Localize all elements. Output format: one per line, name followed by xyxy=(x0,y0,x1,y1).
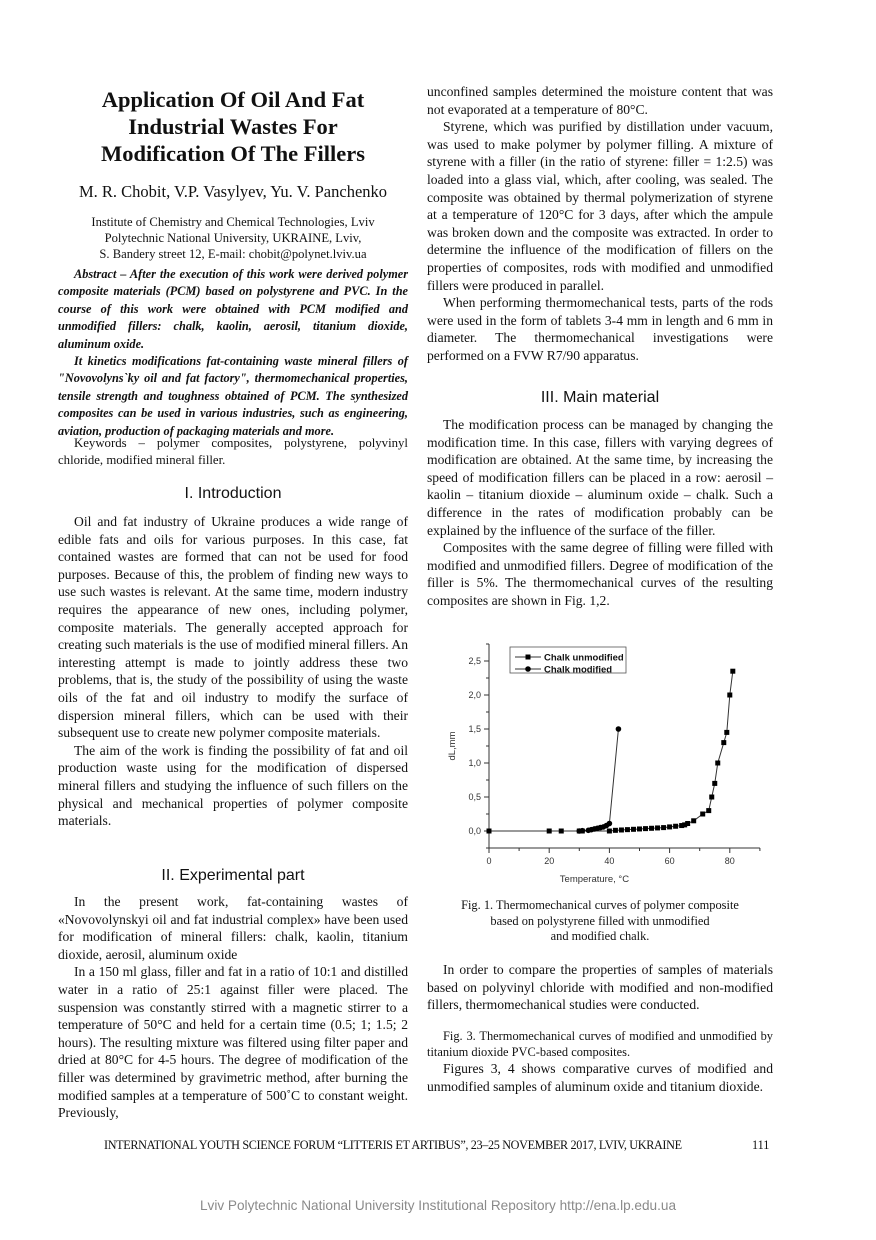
paragraph: Composites with the same degree of filling were filled with modified and unmodified fillers. Degree of modification of the filler is 5%. The thermomechanical curves of the resulting composites are shown in Fig. 1,2. xyxy=(427,540,773,608)
fig1-chart xyxy=(430,630,780,890)
svg-text:60: 60 xyxy=(664,856,675,866)
title-line: Application Of Oil And Fat xyxy=(101,87,365,112)
svg-text:Chalk unmodified: Chalk unmodified xyxy=(544,652,624,664)
affiliation-line: S. Bandery street 12, E-mail: chobit@polynet.lviv.ua xyxy=(99,247,367,261)
after-figure-text xyxy=(427,961,773,1014)
svg-text:40: 40 xyxy=(604,856,615,866)
paper-title xyxy=(58,86,408,167)
svg-text:Temperature, °C: Temperature, °C xyxy=(559,874,630,885)
svg-text:0,0: 0,0 xyxy=(468,826,481,836)
svg-text:20: 20 xyxy=(544,856,555,866)
caption-line: and modified chalk. xyxy=(550,929,650,944)
paragraph: In order to compare the properties of samples of materials based on polyvinyl chloride with modified and non-modified fillers, thermomechanical studies were conducted. xyxy=(427,962,773,1013)
authors: M. R. Chobit, V.P. Vasylyev, Yu. V. Panchenko xyxy=(78,182,388,201)
experimental-body xyxy=(58,893,408,1122)
keywords-text: Keywords – polymer composites, polystyrene, polyvinyl chloride, modified mineral filler. xyxy=(58,436,408,467)
section-heading-main-material: III. Main material xyxy=(540,389,660,406)
chart-series xyxy=(487,669,736,834)
main-material-body xyxy=(427,416,773,610)
chart-legend xyxy=(510,647,626,676)
introduction-body xyxy=(58,513,408,830)
experimental-body-continued xyxy=(427,83,773,365)
chart-axes xyxy=(447,644,760,885)
final-text xyxy=(427,1060,773,1095)
paragraph: Styrene, which was purified by distillation under vacuum, was used to make polymer by polymer filling. A mixture of styrene with a filler (in the ratio of styrene: filler = 1:2.5) was loaded into a glass vial, which, after cooling, was sealed. The composite was obtained by thermal polymerization of styrene at a temperature of 120°C for 3 days, after which the ampule was broken down and the composite was extracted. In order to determine the influence of the modification of fillers on the properties of composites, rods with modified and unmodified fillers were produced in parallel. xyxy=(427,119,773,293)
paragraph: Figures 3, 4 shows comparative curves of modified and unmodified samples of aluminum oxide and titanium dioxide. xyxy=(427,1061,773,1094)
paragraph: In a 150 ml glass, filler and fat in a ratio of 10:1 and distilled water in a ratio of 25:1 against filler were placed. The suspension was constantly stirred with a magnetic stirrer to a temperature of 50°C and held for a certain time (0.5; 1; 1.5; 2 hours). The resulting mixture was filtered using filter paper and dried at 80°C for 4-5 hours. The degree of modification of the filler was determined by gravimetric method, after burning the modified samples at a temperature of 500˚C to constant weight. Previously, xyxy=(58,964,408,1121)
section-heading-introduction: I. Introduction xyxy=(184,485,282,502)
abstract xyxy=(58,266,408,440)
affiliation-line: Polytechnic National University, UKRAINE, Lviv, xyxy=(104,231,362,245)
caption-line: based on polystyrene filled with unmodified xyxy=(490,913,710,928)
svg-text:1,5: 1,5 xyxy=(468,724,481,734)
fig3-caption xyxy=(427,1029,773,1060)
svg-text:0,5: 0,5 xyxy=(468,792,481,802)
abstract-paragraph: Abstract – After the execution of this work were derived polymer composite materials (PCM) based on polystyrene and PVC. In the course of this work were obtained with PCM modified and unmodified fillers: chalk, kaolin, aerosil, titanium dioxide, aluminum oxide. xyxy=(58,267,408,351)
paragraph: The aim of the work is finding the possibility of fat and oil production waste using for the modification of dispersed mineral fillers and studying the influence of such fillers on the physical and mechanical properties of polymer composite materials. xyxy=(58,742,408,829)
paragraph: unconfined samples determined the moisture content that was not evaporated at a temperature of 80°C. xyxy=(427,84,773,117)
title-line: Industrial Wastes For xyxy=(128,114,338,139)
title-line: Modification Of The Fillers xyxy=(101,141,365,166)
caption-line: Fig. 1. Thermomechanical curves of polymer composite xyxy=(461,898,739,912)
svg-text:Chalk modified: Chalk modified xyxy=(544,664,613,676)
affiliation xyxy=(58,214,408,262)
paragraph: When performing thermomechanical tests, parts of the rods were used in the form of tablets 3-4 mm in length and 6 mm in diameter. The thermomechanical investigations were performed on a FVW R7/90 apparatus. xyxy=(427,295,773,363)
svg-text:dL,mm: dL,mm xyxy=(447,731,458,761)
svg-text:0: 0 xyxy=(486,856,492,866)
affiliation-line: Institute of Chemistry and Chemical Technologies, Lviv xyxy=(91,215,375,229)
section-heading-experimental: II. Experimental part xyxy=(161,867,305,884)
svg-text:2,5: 2,5 xyxy=(468,656,481,666)
paragraph: The modification process can be managed by changing the modification time. In this case, fillers with varying degrees of modification are obtained. At the same time, by increasing the speed of modification fillers can be placed in a row: aerosil – kaolin – titanium dioxide – aluminum oxide – chalk. Such a difference in the rates of modification probably can be explained by the influence of the surface of the filler. xyxy=(427,417,773,538)
fig1-caption xyxy=(427,898,773,945)
svg-text:1,0: 1,0 xyxy=(468,758,481,768)
svg-text:80: 80 xyxy=(724,856,735,866)
keywords xyxy=(58,435,408,469)
abstract-paragraph: It kinetics modifications fat-containing waste mineral fillers of "Novovolyns`ky oil and fat factory", thermomechanical properties, tensile strength and toughness obtained of PCM. The synthesized composites can be used in various industries, such as engineering, aviation, production of packaging materials and more. xyxy=(58,354,408,438)
paragraph: In the present work, fat-containing wastes of «Novovolynskyi oil and fat industrial complex» have been used for modification of mineral fillers: chalk, kaolin, titanium dioxide, aerosil, aluminum oxide xyxy=(58,894,408,962)
caption-text: Fig. 3. Thermomechanical curves of modified and unmodified by titanium dioxide PVC-based composites. xyxy=(427,1029,773,1059)
paragraph: Oil and fat industry of Ukraine produces a wide range of edible fats and oils for various purposes. In this case, fat contained wastes are formed that can not be used for food purposes. Because of this, the problem of finding new ways to use such wastes is relevant. At the same time, modern industry requires the appearance of new ones, including polymer, composite materials. The generally accepted approach for creating such materials is the use of modified mineral fillers. An interesting attempt is made to jointly address these two problems, that is, the study of the possibility of using the waste oils of the fat and oil industry to modify the surface of dispersion mineral fillers, which can be used with their subsequent use to create new polymer composite materials. xyxy=(58,514,408,741)
repository-link[interactable]: Lviv Polytechnic National University Institutional Repository http://ena.lp.edu.ua xyxy=(199,1198,677,1213)
running-footer: INTERNATIONAL YOUTH SCIENCE FORUM “LITTERIS ET ARTIBUS”, 23–25 NOVEMBER 2017, LVIV, UKRAINE xyxy=(104,1138,682,1152)
page-number: 111 xyxy=(752,1138,770,1152)
svg-text:2,0: 2,0 xyxy=(468,690,481,700)
